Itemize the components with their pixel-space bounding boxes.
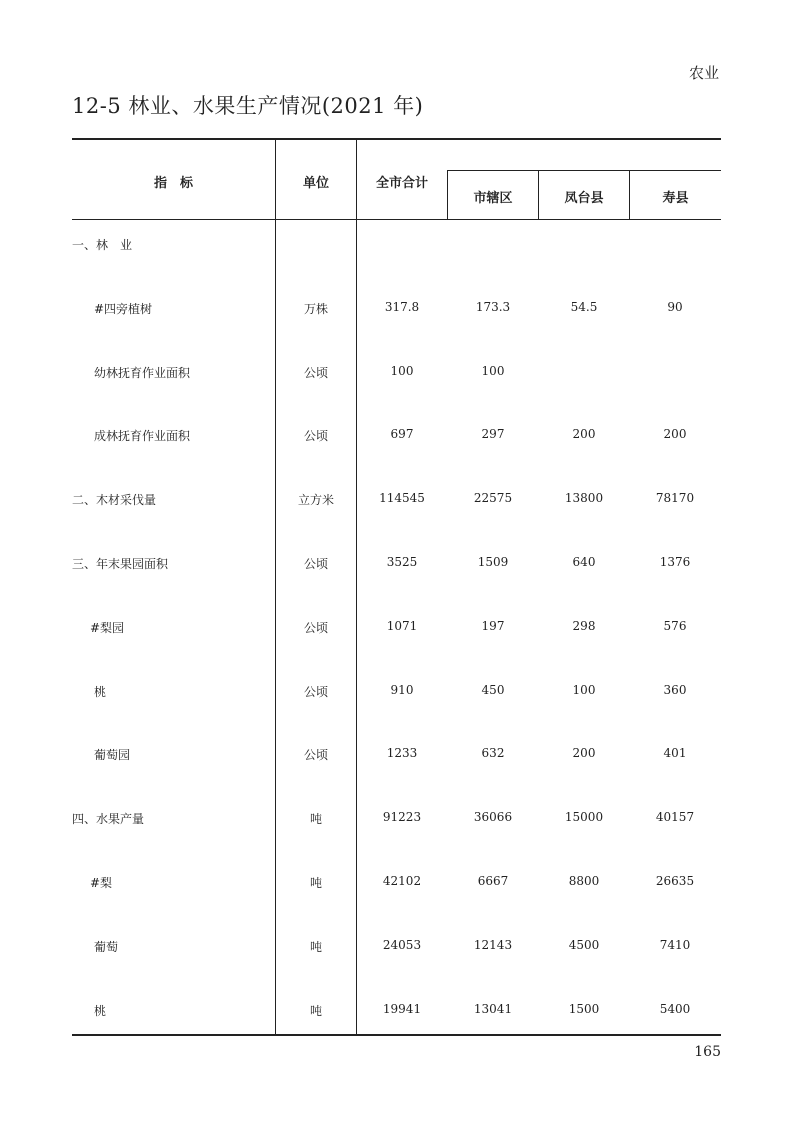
cell-district: 54.5 [570, 300, 598, 314]
cell-total: 1071 [386, 619, 418, 633]
cell-district: 1500 [568, 1002, 600, 1016]
cell-total: 697 [390, 427, 414, 441]
top-rule [72, 138, 721, 140]
row-label: 三、年末果园面积 [72, 557, 169, 571]
row-unit: 吨 [309, 812, 322, 826]
cell-total: 114545 [379, 491, 425, 505]
cell-district: 197 [481, 619, 505, 633]
cell-district: 8800 [568, 874, 600, 888]
row-label: 葡萄园 [94, 748, 131, 762]
cell-district: 450 [481, 683, 505, 697]
page-title: 12-5 林业、水果生产情况(2021 年) [72, 94, 424, 118]
row-unit: 公顷 [303, 748, 328, 762]
divider-indicator-unit [275, 140, 276, 1034]
row-unit: 公顷 [303, 366, 328, 380]
bottom-rule [72, 1034, 721, 1036]
divider-unit-total [356, 140, 357, 1034]
row-label: 二、木材采伐量 [72, 493, 157, 507]
cell-district: 26635 [655, 874, 695, 888]
cell-total: 910 [390, 683, 414, 697]
row-label: 一、林 业 [72, 238, 133, 252]
cell-district: 576 [663, 619, 687, 633]
cell-district: 200 [572, 427, 596, 441]
cell-total: 3525 [386, 555, 418, 569]
cell-district: 13800 [564, 491, 604, 505]
cell-district: 632 [481, 746, 505, 760]
header-district: 寿县 [662, 191, 689, 206]
cell-district: 360 [663, 683, 687, 697]
header-unit: 单位 [302, 176, 329, 191]
row-label: 桃 [94, 1004, 107, 1018]
cell-total: 19941 [382, 1002, 422, 1016]
header-rule [72, 219, 721, 220]
cell-district: 4500 [568, 938, 600, 952]
cell-district: 5400 [659, 1002, 691, 1016]
cell-district: 401 [663, 746, 687, 760]
cell-district: 100 [572, 683, 596, 697]
row-unit: 公顷 [303, 557, 328, 571]
cell-district: 200 [572, 746, 596, 760]
row-unit: 立方米 [297, 493, 334, 507]
page-number: 165 [694, 1044, 721, 1060]
row-unit: 万株 [303, 302, 328, 316]
row-unit: 吨 [309, 1004, 322, 1018]
row-label: #梨 [90, 876, 113, 890]
row-label: 桃 [94, 685, 107, 699]
row-label: 葡萄 [94, 940, 119, 954]
cell-district: 15000 [564, 810, 604, 824]
cell-district: 36066 [473, 810, 513, 824]
cell-total: 24053 [382, 938, 422, 952]
cell-district: 297 [481, 427, 505, 441]
district-header-rule [447, 170, 721, 171]
cell-district: 1376 [659, 555, 691, 569]
cell-district: 100 [481, 364, 505, 378]
row-label: 幼林抚育作业面积 [94, 366, 191, 380]
cell-district: 7410 [659, 938, 691, 952]
cell-total: 100 [390, 364, 414, 378]
cell-district: 22575 [473, 491, 513, 505]
row-label: 四、水果产量 [72, 812, 145, 826]
header-indicator: 指 标 [153, 176, 193, 191]
section-label: 农业 [688, 64, 719, 82]
header-district: 市辖区 [473, 191, 513, 206]
cell-district: 40157 [655, 810, 695, 824]
row-label: 成林抚育作业面积 [94, 429, 191, 443]
row-label: #梨园 [90, 621, 125, 635]
row-unit: 公顷 [303, 685, 328, 699]
header-district: 凤台县 [564, 191, 604, 206]
row-label: #四旁植树 [94, 302, 153, 316]
cell-total: 1233 [386, 746, 418, 760]
row-unit: 吨 [309, 940, 322, 954]
row-unit: 公顷 [303, 429, 328, 443]
cell-total: 42102 [382, 874, 422, 888]
cell-district: 12143 [473, 938, 513, 952]
cell-district: 78170 [655, 491, 695, 505]
row-unit: 吨 [309, 876, 322, 890]
cell-district: 200 [663, 427, 687, 441]
cell-total: 317.8 [384, 300, 420, 314]
cell-district: 173.3 [475, 300, 511, 314]
cell-district: 640 [572, 555, 596, 569]
cell-district: 1509 [477, 555, 509, 569]
cell-district: 6667 [477, 874, 509, 888]
header-total: 全市合计 [375, 176, 428, 191]
cell-district: 298 [572, 619, 596, 633]
cell-total: 91223 [382, 810, 422, 824]
row-unit: 公顷 [303, 621, 328, 635]
cell-district: 90 [667, 300, 683, 314]
cell-district: 13041 [473, 1002, 513, 1016]
